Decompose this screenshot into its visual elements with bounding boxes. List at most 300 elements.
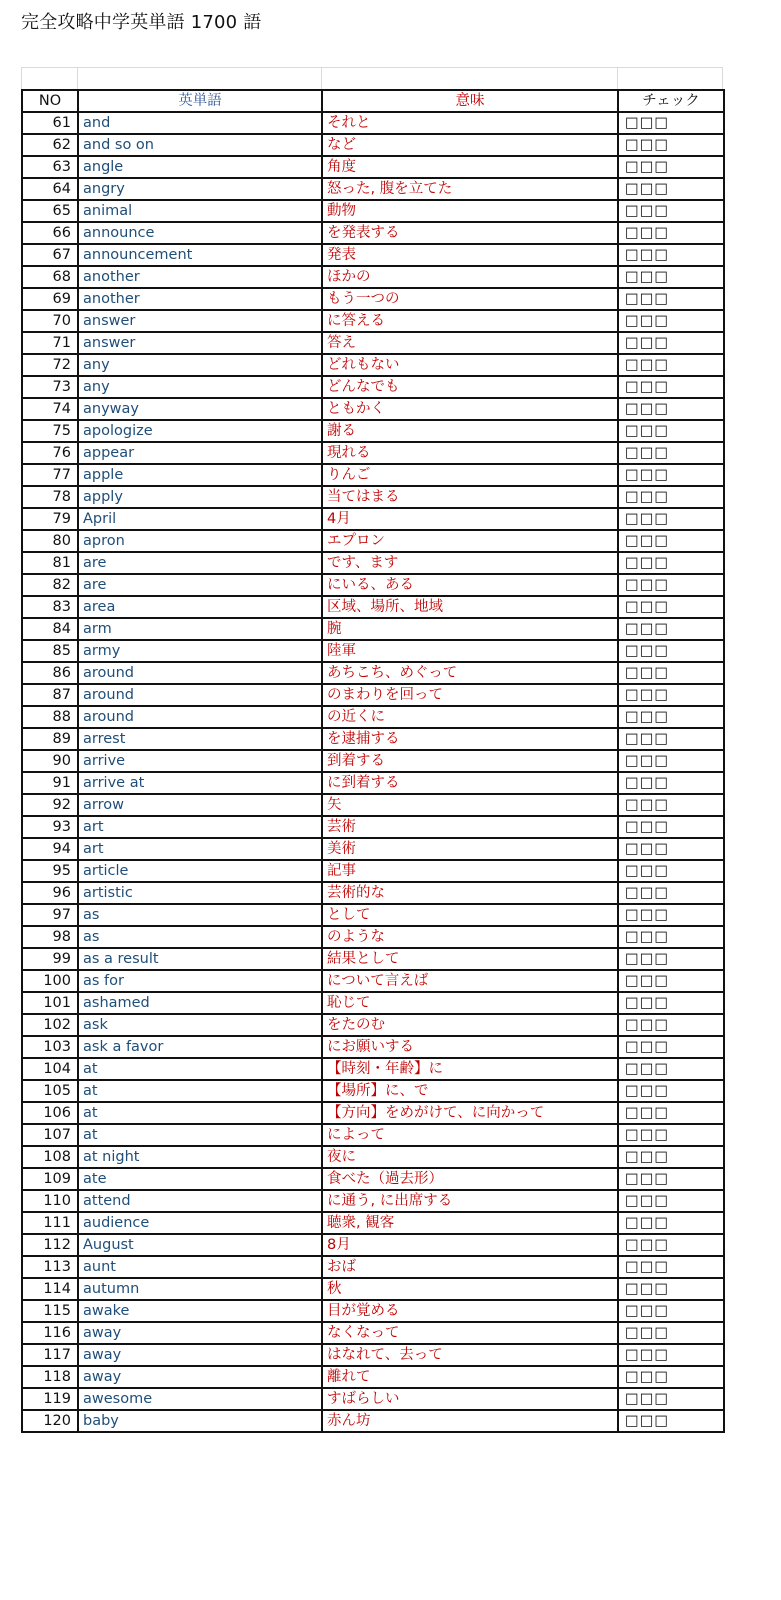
table-row xyxy=(22,156,724,178)
check-boxes[interactable]: □□□ xyxy=(618,1058,724,1080)
table-row xyxy=(22,926,724,948)
row-number: 97 xyxy=(22,904,78,926)
english-word: April xyxy=(78,508,322,530)
check-boxes[interactable]: □□□ xyxy=(618,1322,724,1344)
check-boxes[interactable]: □□□ xyxy=(618,222,724,244)
english-word: attend xyxy=(78,1190,322,1212)
table-row xyxy=(22,816,724,838)
english-word: apologize xyxy=(78,420,322,442)
table-row xyxy=(22,288,724,310)
english-word: arrow xyxy=(78,794,322,816)
check-boxes[interactable]: □□□ xyxy=(618,794,724,816)
table-row xyxy=(22,244,724,266)
word-meaning: 8月 xyxy=(322,1234,618,1256)
row-number: 117 xyxy=(22,1344,78,1366)
table-row xyxy=(22,508,724,530)
check-boxes[interactable]: □□□ xyxy=(618,948,724,970)
english-word: as a result xyxy=(78,948,322,970)
check-boxes[interactable]: □□□ xyxy=(618,684,724,706)
table-row xyxy=(22,1146,724,1168)
row-number: 70 xyxy=(22,310,78,332)
check-boxes[interactable]: □□□ xyxy=(618,486,724,508)
word-meaning: など xyxy=(322,134,618,156)
word-meaning: をたのむ xyxy=(322,1014,618,1036)
table-row xyxy=(22,1058,724,1080)
english-word: around xyxy=(78,662,322,684)
word-meaning: 謝る xyxy=(322,420,618,442)
row-number: 119 xyxy=(22,1388,78,1410)
row-number: 67 xyxy=(22,244,78,266)
table-row xyxy=(22,640,724,662)
check-boxes[interactable]: □□□ xyxy=(618,838,724,860)
word-meaning: 4月 xyxy=(322,508,618,530)
word-meaning: 美術 xyxy=(322,838,618,860)
english-word: animal xyxy=(78,200,322,222)
row-number: 69 xyxy=(22,288,78,310)
row-number: 102 xyxy=(22,1014,78,1036)
check-boxes[interactable]: □□□ xyxy=(618,420,724,442)
word-meaning: 【方向】をめがけて、に向かって xyxy=(322,1102,618,1124)
check-boxes[interactable]: □□□ xyxy=(618,860,724,882)
table-row xyxy=(22,992,724,1014)
row-number: 66 xyxy=(22,222,78,244)
table-row xyxy=(22,948,724,970)
word-meaning: にいる、ある xyxy=(322,574,618,596)
word-meaning: 離れて xyxy=(322,1366,618,1388)
english-word: at xyxy=(78,1102,322,1124)
row-number: 116 xyxy=(22,1322,78,1344)
english-word: ask a favor xyxy=(78,1036,322,1058)
table-row xyxy=(22,134,724,156)
header-word: 英単語 xyxy=(78,90,322,112)
row-number: 77 xyxy=(22,464,78,486)
word-meaning: 怒った, 腹を立てた xyxy=(322,178,618,200)
row-number: 112 xyxy=(22,1234,78,1256)
row-number: 79 xyxy=(22,508,78,530)
check-boxes[interactable]: □□□ xyxy=(618,926,724,948)
word-meaning: 食べた（過去形） xyxy=(322,1168,618,1190)
page-title: 完全攻略中学英単語 1700 語 xyxy=(21,12,262,33)
table-row xyxy=(22,1014,724,1036)
header-no: NO xyxy=(22,90,78,112)
word-meaning: のような xyxy=(322,926,618,948)
check-boxes[interactable]: □□□ xyxy=(618,618,724,640)
english-word: anyway xyxy=(78,398,322,420)
check-boxes[interactable]: □□□ xyxy=(618,1036,724,1058)
table-row xyxy=(22,794,724,816)
check-boxes[interactable]: □□□ xyxy=(618,200,724,222)
table-row xyxy=(22,112,724,134)
word-meaning: に通う, に出席する xyxy=(322,1190,618,1212)
english-word: apply xyxy=(78,486,322,508)
row-number: 63 xyxy=(22,156,78,178)
english-word: ask xyxy=(78,1014,322,1036)
word-meaning: ともかく xyxy=(322,398,618,420)
row-number: 85 xyxy=(22,640,78,662)
row-number: 86 xyxy=(22,662,78,684)
word-meaning: 発表 xyxy=(322,244,618,266)
table-row xyxy=(22,838,724,860)
word-meaning: によって xyxy=(322,1124,618,1146)
table-row xyxy=(22,552,724,574)
row-number: 113 xyxy=(22,1256,78,1278)
row-number: 110 xyxy=(22,1190,78,1212)
row-number: 81 xyxy=(22,552,78,574)
word-meaning: 当てはまる xyxy=(322,486,618,508)
word-meaning: もう一つの xyxy=(322,288,618,310)
word-meaning: なくなって xyxy=(322,1322,618,1344)
check-boxes[interactable]: □□□ xyxy=(618,1366,724,1388)
word-meaning: すばらしい xyxy=(322,1388,618,1410)
word-meaning: 答え xyxy=(322,332,618,354)
word-meaning: を発表する xyxy=(322,222,618,244)
vocabulary-sheet xyxy=(21,67,723,1433)
blank-row xyxy=(21,67,723,89)
check-boxes[interactable]: □□□ xyxy=(618,244,724,266)
word-meaning: エプロン xyxy=(322,530,618,552)
word-meaning: 到着する xyxy=(322,750,618,772)
row-number: 72 xyxy=(22,354,78,376)
row-number: 94 xyxy=(22,838,78,860)
table-row xyxy=(22,1212,724,1234)
check-boxes[interactable]: □□□ xyxy=(618,1146,724,1168)
word-meaning: です、ます xyxy=(322,552,618,574)
english-word: at xyxy=(78,1058,322,1080)
table-row xyxy=(22,574,724,596)
english-word: appear xyxy=(78,442,322,464)
table-row xyxy=(22,970,724,992)
word-meaning: に答える xyxy=(322,310,618,332)
check-boxes[interactable]: □□□ xyxy=(618,662,724,684)
table-row xyxy=(22,728,724,750)
row-number: 65 xyxy=(22,200,78,222)
check-boxes[interactable]: □□□ xyxy=(618,156,724,178)
table-row xyxy=(22,1256,724,1278)
word-meaning: ほかの xyxy=(322,266,618,288)
check-boxes[interactable]: □□□ xyxy=(618,332,724,354)
english-word: army xyxy=(78,640,322,662)
check-boxes[interactable]: □□□ xyxy=(618,354,724,376)
table-row xyxy=(22,442,724,464)
row-number: 61 xyxy=(22,112,78,134)
check-boxes[interactable]: □□□ xyxy=(618,178,724,200)
row-number: 106 xyxy=(22,1102,78,1124)
english-word: around xyxy=(78,684,322,706)
table-row xyxy=(22,1366,724,1388)
word-meaning: 動物 xyxy=(322,200,618,222)
word-meaning: 記事 xyxy=(322,860,618,882)
word-meaning: はなれて、去って xyxy=(322,1344,618,1366)
word-meaning: 現れる xyxy=(322,442,618,464)
word-meaning: 角度 xyxy=(322,156,618,178)
check-boxes[interactable]: □□□ xyxy=(618,816,724,838)
word-meaning: どんなでも xyxy=(322,376,618,398)
word-meaning: 夜に xyxy=(322,1146,618,1168)
english-word: apron xyxy=(78,530,322,552)
check-boxes[interactable]: □□□ xyxy=(618,266,724,288)
check-boxes[interactable]: □□□ xyxy=(618,1190,724,1212)
table-row xyxy=(22,662,724,684)
table-row xyxy=(22,530,724,552)
english-word: art xyxy=(78,838,322,860)
row-number: 80 xyxy=(22,530,78,552)
check-boxes[interactable]: □□□ xyxy=(618,1212,724,1234)
row-number: 76 xyxy=(22,442,78,464)
row-number: 83 xyxy=(22,596,78,618)
check-boxes[interactable]: □□□ xyxy=(618,1124,724,1146)
row-number: 84 xyxy=(22,618,78,640)
check-boxes[interactable]: □□□ xyxy=(618,706,724,728)
english-word: and xyxy=(78,112,322,134)
row-number: 75 xyxy=(22,420,78,442)
check-boxes[interactable]: □□□ xyxy=(618,882,724,904)
header-meaning: 意味 xyxy=(322,90,618,112)
english-word: announcement xyxy=(78,244,322,266)
word-meaning: 目が覚める xyxy=(322,1300,618,1322)
word-meaning: りんご xyxy=(322,464,618,486)
row-number: 82 xyxy=(22,574,78,596)
english-word: awake xyxy=(78,1300,322,1322)
english-word: as for xyxy=(78,970,322,992)
english-word: August xyxy=(78,1234,322,1256)
row-number: 78 xyxy=(22,486,78,508)
row-number: 73 xyxy=(22,376,78,398)
row-number: 118 xyxy=(22,1366,78,1388)
word-meaning: あちこち、めぐって xyxy=(322,662,618,684)
english-word: away xyxy=(78,1366,322,1388)
word-meaning: 赤ん坊 xyxy=(322,1410,618,1432)
word-meaning: のまわりを回って xyxy=(322,684,618,706)
row-number: 107 xyxy=(22,1124,78,1146)
english-word: audience xyxy=(78,1212,322,1234)
table-row xyxy=(22,1080,724,1102)
table-row xyxy=(22,420,724,442)
check-boxes[interactable]: □□□ xyxy=(618,1388,724,1410)
row-number: 89 xyxy=(22,728,78,750)
english-word: are xyxy=(78,574,322,596)
check-boxes[interactable]: □□□ xyxy=(618,574,724,596)
row-number: 88 xyxy=(22,706,78,728)
table-row xyxy=(22,882,724,904)
check-boxes[interactable]: □□□ xyxy=(618,134,724,156)
english-word: aunt xyxy=(78,1256,322,1278)
english-word: announce xyxy=(78,222,322,244)
row-number: 99 xyxy=(22,948,78,970)
row-number: 62 xyxy=(22,134,78,156)
english-word: another xyxy=(78,288,322,310)
check-boxes[interactable]: □□□ xyxy=(618,596,724,618)
check-boxes[interactable]: □□□ xyxy=(618,1256,724,1278)
row-number: 105 xyxy=(22,1080,78,1102)
english-word: at xyxy=(78,1080,322,1102)
table-row xyxy=(22,332,724,354)
word-meaning: 陸軍 xyxy=(322,640,618,662)
check-boxes[interactable]: □□□ xyxy=(618,1300,724,1322)
english-word: artistic xyxy=(78,882,322,904)
table-row xyxy=(22,486,724,508)
row-number: 101 xyxy=(22,992,78,1014)
table-row xyxy=(22,376,724,398)
row-number: 115 xyxy=(22,1300,78,1322)
check-boxes[interactable]: □□□ xyxy=(618,1234,724,1256)
table-row xyxy=(22,200,724,222)
check-boxes[interactable]: □□□ xyxy=(618,640,724,662)
table-row xyxy=(22,1190,724,1212)
table-header-row xyxy=(22,90,724,112)
row-number: 103 xyxy=(22,1036,78,1058)
row-number: 71 xyxy=(22,332,78,354)
row-number: 90 xyxy=(22,750,78,772)
english-word: any xyxy=(78,376,322,398)
english-word: and so on xyxy=(78,134,322,156)
check-boxes[interactable]: □□□ xyxy=(618,310,724,332)
english-word: away xyxy=(78,1344,322,1366)
table-row xyxy=(22,266,724,288)
check-boxes[interactable]: □□□ xyxy=(618,288,724,310)
word-meaning: 矢 xyxy=(322,794,618,816)
check-boxes[interactable]: □□□ xyxy=(618,508,724,530)
word-meaning: おば xyxy=(322,1256,618,1278)
check-boxes[interactable]: □□□ xyxy=(618,1080,724,1102)
row-number: 98 xyxy=(22,926,78,948)
word-meaning: を逮捕する xyxy=(322,728,618,750)
check-boxes[interactable]: □□□ xyxy=(618,398,724,420)
english-word: area xyxy=(78,596,322,618)
word-meaning: について言えば xyxy=(322,970,618,992)
check-boxes[interactable]: □□□ xyxy=(618,376,724,398)
check-boxes[interactable]: □□□ xyxy=(618,1014,724,1036)
check-boxes[interactable]: □□□ xyxy=(618,1168,724,1190)
word-meaning: にお願いする xyxy=(322,1036,618,1058)
english-word: another xyxy=(78,266,322,288)
row-number: 92 xyxy=(22,794,78,816)
row-number: 91 xyxy=(22,772,78,794)
english-word: at night xyxy=(78,1146,322,1168)
vocabulary-table xyxy=(21,89,725,1433)
table-row xyxy=(22,1036,724,1058)
word-meaning: どれもない xyxy=(322,354,618,376)
english-word: as xyxy=(78,904,322,926)
table-row xyxy=(22,706,724,728)
english-word: arrive xyxy=(78,750,322,772)
check-boxes[interactable]: □□□ xyxy=(618,1102,724,1124)
english-word: as xyxy=(78,926,322,948)
table-row xyxy=(22,684,724,706)
word-meaning: 芸術 xyxy=(322,816,618,838)
row-number: 95 xyxy=(22,860,78,882)
check-boxes[interactable]: □□□ xyxy=(618,530,724,552)
english-word: angle xyxy=(78,156,322,178)
table-row xyxy=(22,1234,724,1256)
row-number: 74 xyxy=(22,398,78,420)
table-row xyxy=(22,904,724,926)
check-boxes[interactable]: □□□ xyxy=(618,1410,724,1432)
english-word: are xyxy=(78,552,322,574)
english-word: autumn xyxy=(78,1278,322,1300)
table-row xyxy=(22,772,724,794)
table-row xyxy=(22,222,724,244)
table-row xyxy=(22,1388,724,1410)
word-meaning: に到着する xyxy=(322,772,618,794)
table-row xyxy=(22,860,724,882)
english-word: at xyxy=(78,1124,322,1146)
check-boxes[interactable]: □□□ xyxy=(618,992,724,1014)
word-meaning: 秋 xyxy=(322,1278,618,1300)
table-row xyxy=(22,1322,724,1344)
check-boxes[interactable]: □□□ xyxy=(618,750,724,772)
table-row xyxy=(22,1278,724,1300)
english-word: arrive at xyxy=(78,772,322,794)
english-word: ate xyxy=(78,1168,322,1190)
word-meaning: の近くに xyxy=(322,706,618,728)
table-row xyxy=(22,1300,724,1322)
english-word: ashamed xyxy=(78,992,322,1014)
english-word: art xyxy=(78,816,322,838)
table-row xyxy=(22,310,724,332)
check-boxes[interactable]: □□□ xyxy=(618,552,724,574)
word-meaning: 区域、場所、地域 xyxy=(322,596,618,618)
english-word: baby xyxy=(78,1410,322,1432)
word-meaning: 芸術的な xyxy=(322,882,618,904)
word-meaning: 聴衆, 観客 xyxy=(322,1212,618,1234)
word-meaning: それと xyxy=(322,112,618,134)
english-word: article xyxy=(78,860,322,882)
table-row xyxy=(22,398,724,420)
table-row xyxy=(22,464,724,486)
english-word: apple xyxy=(78,464,322,486)
english-word: angry xyxy=(78,178,322,200)
word-meaning: 腕 xyxy=(322,618,618,640)
check-boxes[interactable]: □□□ xyxy=(618,970,724,992)
row-number: 96 xyxy=(22,882,78,904)
word-meaning: 【時刻・年齢】に xyxy=(322,1058,618,1080)
table-row xyxy=(22,1344,724,1366)
english-word: any xyxy=(78,354,322,376)
row-number: 100 xyxy=(22,970,78,992)
table-row xyxy=(22,750,724,772)
english-word: arm xyxy=(78,618,322,640)
english-word: answer xyxy=(78,310,322,332)
table-row xyxy=(22,618,724,640)
english-word: arrest xyxy=(78,728,322,750)
row-number: 108 xyxy=(22,1146,78,1168)
table-row xyxy=(22,1102,724,1124)
check-boxes[interactable]: □□□ xyxy=(618,904,724,926)
row-number: 64 xyxy=(22,178,78,200)
row-number: 120 xyxy=(22,1410,78,1432)
check-boxes[interactable]: □□□ xyxy=(618,1278,724,1300)
check-boxes[interactable]: □□□ xyxy=(618,1344,724,1366)
table-row xyxy=(22,178,724,200)
table-body xyxy=(22,112,724,1432)
table-row xyxy=(22,1410,724,1432)
english-word: away xyxy=(78,1322,322,1344)
word-meaning: 恥じて xyxy=(322,992,618,1014)
table-row xyxy=(22,354,724,376)
row-number: 109 xyxy=(22,1168,78,1190)
check-boxes[interactable]: □□□ xyxy=(618,464,724,486)
check-boxes[interactable]: □□□ xyxy=(618,442,724,464)
check-boxes[interactable]: □□□ xyxy=(618,112,724,134)
table-row xyxy=(22,1124,724,1146)
table-row xyxy=(22,596,724,618)
row-number: 111 xyxy=(22,1212,78,1234)
check-boxes[interactable]: □□□ xyxy=(618,728,724,750)
row-number: 68 xyxy=(22,266,78,288)
row-number: 104 xyxy=(22,1058,78,1080)
check-boxes[interactable]: □□□ xyxy=(618,772,724,794)
row-number: 93 xyxy=(22,816,78,838)
